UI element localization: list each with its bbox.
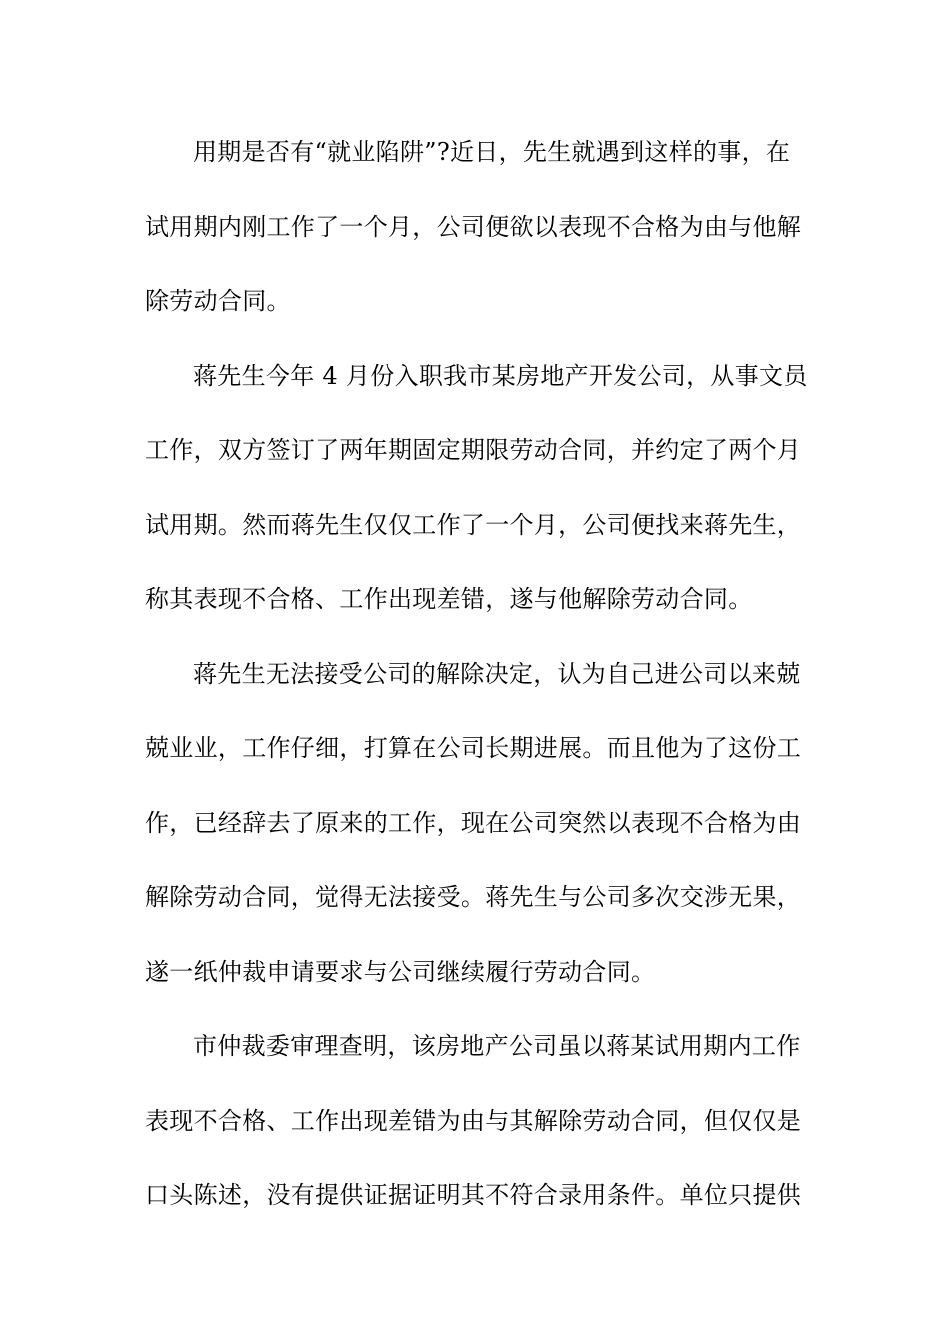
text-line: 工作，双方签订了两年期固定期限劳动合同，并约定了两个月 [145,436,802,464]
text-line: 试用期。然而蒋先生仅仅工作了一个月，公司便找来蒋先生， [145,510,802,539]
text-line: 遂一纸仲裁申请要求与公司继续履行劳动合同。 [145,957,656,986]
text-line: 用期是否有“就业陷阱”?近日，先生就遇到这样的事，在 [193,138,791,166]
text-line: 口头陈述，没有提供证据证明其不符合录用条件。单位只提供 [145,1181,802,1209]
text-line: 称其表现不合格、工作出现差错，遂与他解除劳动合同。 [145,585,753,613]
text-line: 市仲裁委审理查明，该房地产公司虽以蒋某试用期内工作 [193,1032,801,1060]
text-line: 蒋先生无法接受公司的解除决定，认为自己进公司以来兢 [193,659,801,688]
text-line: 试用期内刚工作了一个月，公司便欲以表现不合格为由与他解 [145,212,802,241]
text-line: 作，已经辞去了原来的工作，现在公司突然以表现不合格为由 [145,808,802,837]
text-line: 除劳动合同。 [145,287,291,315]
text-line: 兢业业，工作仔细，打算在公司长期进展。而且他为了这份工 [145,734,802,762]
text-line: 解除劳动合同，觉得无法接受。蒋先生与公司多次交涉无果， [145,883,802,911]
body-text [145,128,807,1246]
text-line: 蒋先生今年 4 月份入职我市某房地产开发公司，从事文员 [193,361,808,390]
text-line: 表现不合格、工作出现差错为由与其解除劳动合同，但仅仅是 [145,1106,802,1135]
